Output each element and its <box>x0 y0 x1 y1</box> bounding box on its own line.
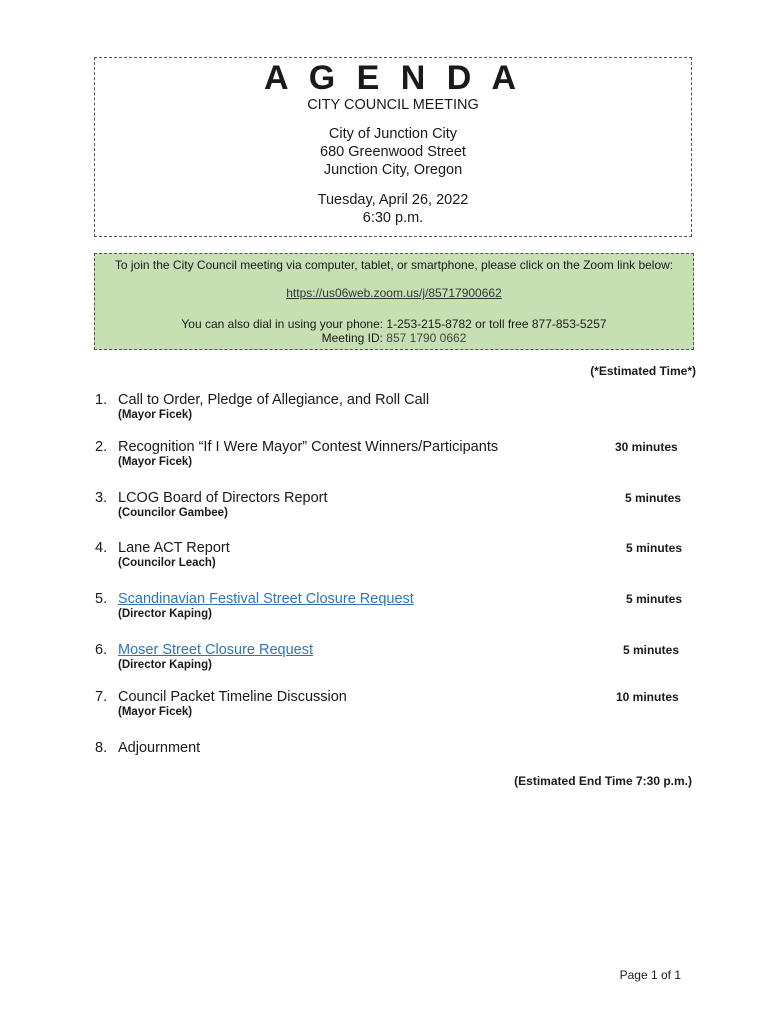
meeting-type: CITY COUNCIL MEETING <box>307 97 479 113</box>
item-number: 8. <box>95 740 108 756</box>
item-duration: 5 minutes <box>625 491 682 505</box>
zoom-meeting-id <box>95 331 693 346</box>
item-duration: 5 minutes <box>623 643 680 657</box>
zoom-intro-text: To join the City Council meeting via computer, tablet, or smartphone, please click on the Zoom link below: <box>114 258 674 272</box>
item-number: 1. <box>95 392 108 408</box>
item-presenter: (Director Kaping) <box>118 659 212 671</box>
item-presenter: (Councilor Leach) <box>118 557 216 569</box>
item-title: LCOG Board of Directors Report <box>118 490 328 506</box>
item-number: 3. <box>95 490 108 506</box>
agenda-title: A G E N D A <box>263 59 523 97</box>
zoom-phone-text: You can also dial in using your phone: 1-253-215-8782 or toll free 877-853-5257 <box>181 317 607 331</box>
item-number: 5. <box>95 591 108 607</box>
item-duration: 30 minutes <box>615 440 678 454</box>
address-line: Junction City, Oregon <box>323 162 463 178</box>
meeting-id-value: 857 1790 0662 <box>386 331 467 345</box>
item-duration: 5 minutes <box>626 541 683 555</box>
meeting-date: Tuesday, April 26, 2022 <box>317 192 469 208</box>
address-line: 680 Greenwood Street <box>320 144 466 160</box>
item-duration: 5 minutes <box>626 592 683 606</box>
meeting-time: 6:30 p.m. <box>362 210 424 226</box>
item-title: Council Packet Timeline Discussion <box>118 689 347 705</box>
item-number: 4. <box>95 540 108 556</box>
item-number: 2. <box>95 439 108 455</box>
item-title: Adjournment <box>118 740 201 756</box>
item-title: Call to Order, Pledge of Allegiance, and Roll Call <box>118 392 430 408</box>
item-presenter: (Mayor Ficek) <box>118 456 193 468</box>
page-number: Page 1 of 1 <box>619 968 681 982</box>
address-line: City of Junction City <box>328 126 458 142</box>
meeting-datetime <box>95 191 691 227</box>
item-number: 7. <box>95 689 108 705</box>
item-title: Lane ACT Report <box>118 540 230 556</box>
estimated-end-time: (Estimated End Time 7:30 p.m.) <box>514 774 692 788</box>
item-number: 6. <box>95 642 108 658</box>
agenda-header-box <box>94 57 692 237</box>
zoom-link[interactable]: https://us06web.zoom.us/j/85717900662 <box>286 286 502 300</box>
item-title-link[interactable]: Moser Street Closure Request <box>118 642 314 658</box>
zoom-info-box <box>94 253 694 350</box>
meeting-address <box>95 125 691 179</box>
item-title-link[interactable]: Scandinavian Festival Street Closure Request <box>118 591 414 607</box>
meeting-id-label: Meeting ID: <box>321 331 383 345</box>
item-presenter: (Director Kaping) <box>118 608 212 620</box>
item-presenter: (Mayor Ficek) <box>118 706 193 718</box>
item-title: Recognition “If I Were Mayor” Contest Winners/Participants <box>118 439 499 455</box>
estimated-time-label: (*Estimated Time*) <box>590 364 696 378</box>
item-presenter: (Councilor Gambee) <box>118 507 228 519</box>
item-presenter: (Mayor Ficek) <box>118 409 193 421</box>
item-duration: 10 minutes <box>616 690 679 704</box>
